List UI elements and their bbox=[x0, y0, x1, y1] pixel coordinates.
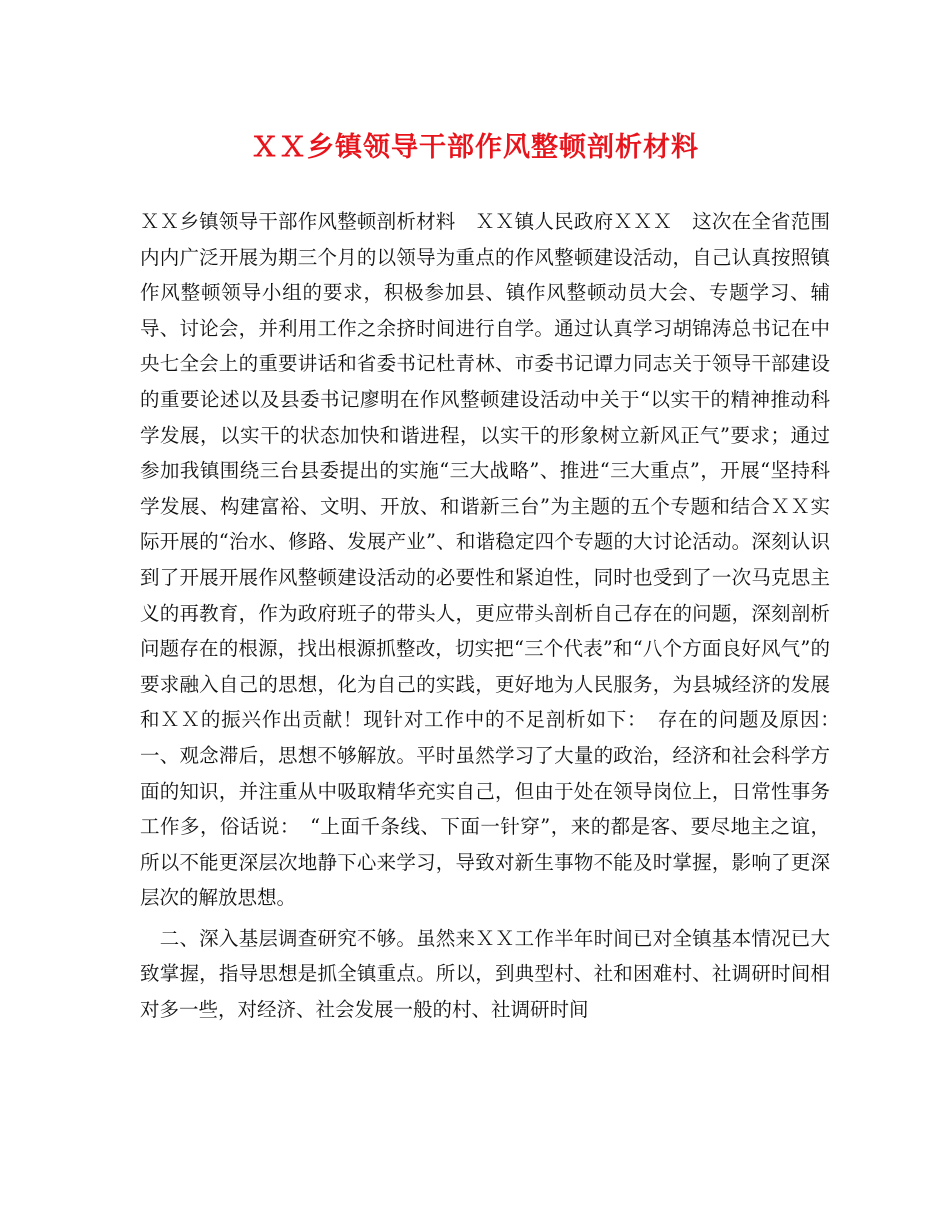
document-body bbox=[140, 204, 850, 1028]
document-title: ＸＸ乡镇领导干部作风整顿剖析材料 bbox=[251, 132, 699, 163]
body-paragraph-1: ＸＸ乡镇领导干部作风整顿剖析材料 ＸＸ镇人民政府ＸＸＸ 这次在全省范围内内广泛开展为期三个月的以领导为重点的作风整顿建设活动，自己认真按照镇作风整顿领导小组的要求，积极参加县、镇作风整顿动员大会、专题学习、辅导、讨论会，并利用工作之余挤时间进行自学。通过认真学习胡锦涛总书记在中央七全会上的重要讲话和省委书记杜青林、市委书记谭力同志关于领导干部建设的重要论述以及县委书记廖明在作风整顿建设活动中关于“以实干的精神推动科学发展，以实干的状态加快和谐进程，以实干的形象树立新风正气”要求；通过参加我镇围绕三台县委提出的实施“三大战略”、推进“三大重点”，开展“坚持科学发展、构建富裕、文明、开放、和谐新三台”为主题的五个专题和结合ＸＸ实际开展的“治水、修路、发展产业”、和谐稳定四个专题的大讨论活动。深刻认识到了开展开展作风整顿建设活动的必要性和紧迫性，同时也受到了一次马克思主义的再教育，作为政府班子的带头人，更应带头剖析自己存在的问题，深刻剖析问题存在的根源，找出根源抓整改，切实把“三个代表”和“八个方面良好风气”的要求融入自己的思想，化为自己的实践，更好地为人民服务，为县城经济的发展和ＸＸ的振兴作出贡献！现针对工作中的不足剖析如下： 存在的问题及原因： 一、观念滞后，思想不够解放。平时虽然学习了大量的政治，经济和社会科学方面的知识，并注重从中吸取精华充实自己，但由于处在领导岗位上，日常性事务工作多，俗话说： “上面千条线、下面一针穿”，来的都是客、要尽地主之谊，所以不能更深层次地静下心来学习，导致对新生事物不能及时掌握，影响了更深层次的解放思想。 bbox=[140, 210, 850, 910]
body-paragraph-2: 二、深入基层调查研究不够。虽然来ＸＸ工作半年时间已对全镇基本情况已大致掌握，指导思想是抓全镇重点。所以，到典型村、社和困难村、社调研时间相对多一些，对经济、社会发展一般的村、社调研时间 bbox=[140, 926, 830, 1022]
